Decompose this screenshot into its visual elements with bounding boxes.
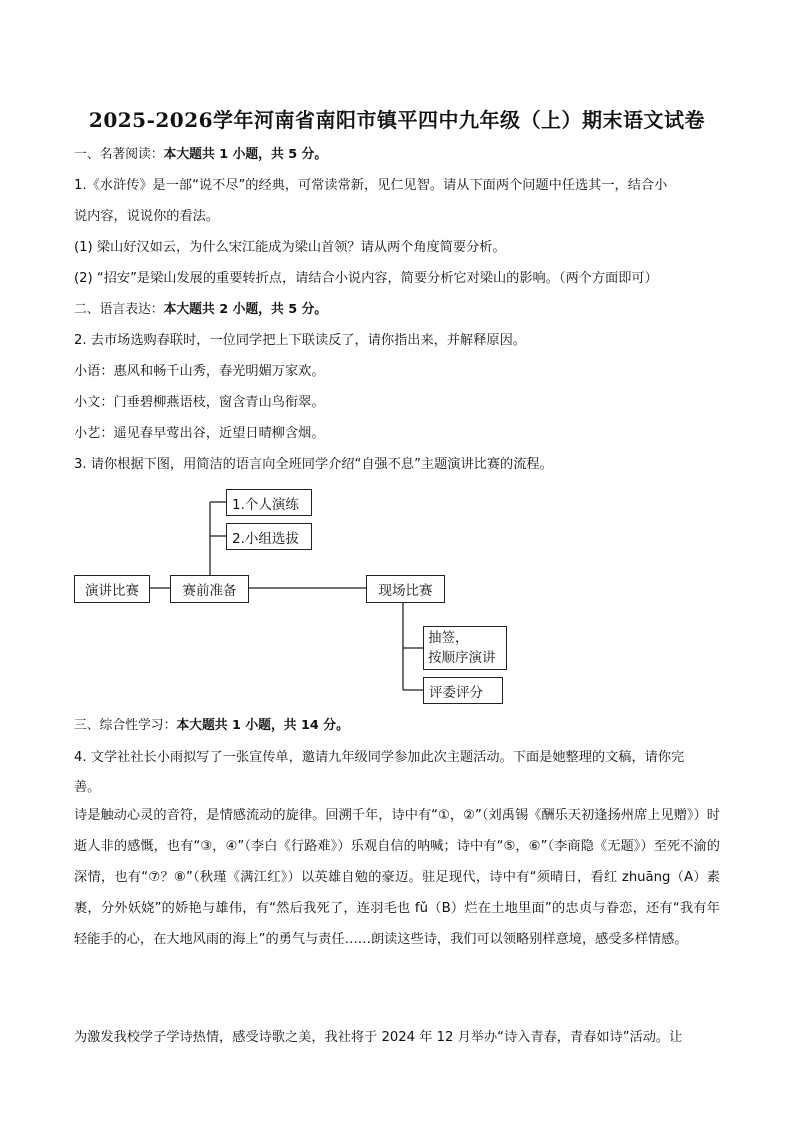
q1-option-2: (2) “招安”是梁山发展的重要转折点，请结合小说内容，简要分析它对梁山的影响。（两个方面即可） xyxy=(74,271,658,286)
q3-stem: 3. 请你根据下图，用简洁的语言向全班同学介绍“自强不息”主题演讲比赛的流程。 xyxy=(74,457,553,472)
q1-option-1: (1) 梁山好汉如云，为什么宋江能成为梁山首领？请从两个角度简要分析。 xyxy=(74,240,506,255)
q2-couplet-a: 小语：惠风和畅千山秀，春光明媚万家欢。 xyxy=(74,364,325,379)
section-1-prefix: 一、名著阅读： xyxy=(74,147,164,162)
draw-lots-line2: 按顺序演讲 xyxy=(428,650,496,666)
flow-node-individual-practice: 1.个人演练 xyxy=(226,489,312,516)
flow-node-onsite-contest xyxy=(366,575,445,603)
section-3-header xyxy=(74,716,724,736)
flow-node-group-selection: 2.小组选拔 xyxy=(226,523,312,550)
q4-passage: 诗是触动心灵的音符，是情感流动的旋律。回溯千年，诗中有“①，②”（刘禹锡《酬乐天初逢扬州席上见赠》）时逝人非的感慨，也有“③，④”（李白《行路难》）乐观自信的呐喊；诗中有“⑤，⑥”（李商隐《无题》）至死不渝的深情，也有“⑦？⑧”（秋瑾《满江红》）以英雄自勉的豪迈。驻足现代，诗中有“须晴日，看红 zhuāng（A）素裹，分外妖娆”的娇艳与雄伟，有“然后我死了，连羽毛也 fǔ（B）烂在土地里面”的忠贞与眷恋，还有“我有年轻能手的心，在大地风雨的海上”的勇气与责任……朗读这些诗，我们可以领略别样意境，感受多样情感。 xyxy=(74,808,720,947)
q4-stem-line1: 4. 文学社社长小雨拟写了一张宣传单，邀请九年级同学参加此次主题活动。下面是她整理的文稿，请你完 xyxy=(74,750,685,765)
section-3-prefix: 三、综合性学习： xyxy=(74,718,177,733)
q2-couplet-c: 小艺：遥见春早莺出谷，近望日晴柳含烟。 xyxy=(74,426,325,441)
q1-stem-line2: 说内容，说说你的看法。 xyxy=(74,209,220,224)
flow-node-draw-lots xyxy=(423,626,507,670)
section-2-rest: 本大题共 2 小题，共 5 分。 xyxy=(163,302,328,317)
q1-stem-line1: 1.《水浒传》是一部“说不尽”的经典，可常读常新，见仁见智。请从下面两个问题中任选其一，结合小 xyxy=(74,178,668,193)
flow-node-preparation: 赛前准备 xyxy=(170,575,249,603)
draw-lots-line1: 抽签， xyxy=(428,630,469,646)
q4-stem-line2: 善。 xyxy=(74,780,101,795)
q2-couplet-b: 小文：门垂碧柳燕语枝，窗含青山鸟衔翠。 xyxy=(74,395,325,410)
q2-stem: 2. 去市场选购春联时，一位同学把上下联读反了，请你指出来，并解释原因。 xyxy=(74,333,526,348)
flow-node-contest: 演讲比赛 xyxy=(74,575,150,603)
q4-passage-2: 为激发我校学子学诗热情，感受诗歌之美，我社将于 2024 年 12 月举办“诗入青春，青春如诗”活动。让 xyxy=(74,1030,683,1045)
section-1-rest: 本大题共 1 小题，共 5 分。 xyxy=(163,147,328,162)
section-3-rest: 本大题共 1 小题，共 14 分。 xyxy=(176,718,349,733)
exam-title: 2025-2026学年河南省南阳市镇平四中九年级（上）期末语文试卷 xyxy=(88,108,706,132)
section-2-prefix: 二、语言表达： xyxy=(74,302,164,317)
flow-node-judges-score: 评委评分 xyxy=(423,677,503,704)
flow-node-onsite-label: 现场比赛 xyxy=(378,583,433,599)
